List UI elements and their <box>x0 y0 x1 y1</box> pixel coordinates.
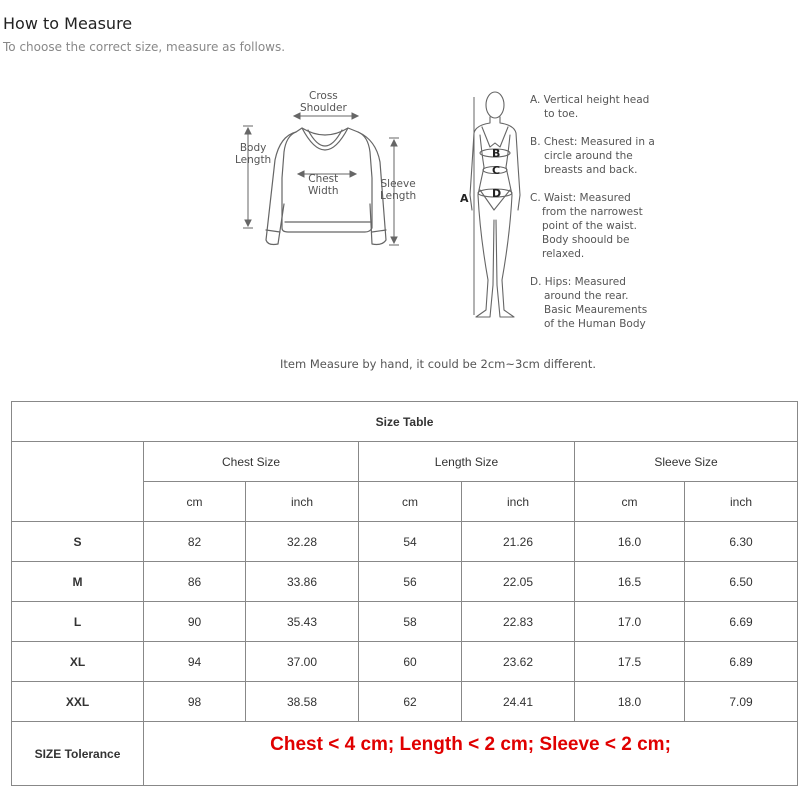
size-tolerance-label: SIZE Tolerance <box>12 722 144 786</box>
note-b: B. Chest: Measured in a circle around the breasts and back. <box>530 136 655 176</box>
table-cell: 94 <box>144 642 246 682</box>
size-label: XXL <box>12 682 144 722</box>
table-cell: 56 <box>359 562 462 602</box>
table-cell: 17.0 <box>575 602 685 642</box>
size-label: XL <box>12 642 144 682</box>
table-cell: 90 <box>144 602 246 642</box>
size-label: L <box>12 602 144 642</box>
table-row <box>12 602 798 642</box>
table-cell: 22.05 <box>462 562 575 602</box>
table-cell: 16.0 <box>575 522 685 562</box>
table-cell: 32.28 <box>246 522 359 562</box>
letter-d: D <box>492 187 502 200</box>
unit-header: cm <box>144 482 246 522</box>
table-cell: 16.5 <box>575 562 685 602</box>
table-cell: 60 <box>359 642 462 682</box>
table-cell: 62 <box>359 682 462 722</box>
table-cell: 17.5 <box>575 642 685 682</box>
unit-header: inch <box>246 482 359 522</box>
corner-cell <box>12 442 144 522</box>
size-label: M <box>12 562 144 602</box>
table-cell: 6.89 <box>685 642 798 682</box>
letter-a: A <box>460 192 469 205</box>
table-cell: 6.50 <box>685 562 798 602</box>
table-row <box>12 562 798 602</box>
note-c: C. Waist: Measured from the narrowest point of the waist. Body shoould be relaxed. <box>530 192 643 260</box>
note-a: A. Vertical height head to toe. <box>530 94 650 120</box>
letter-c: C <box>492 164 501 177</box>
unit-header: cm <box>359 482 462 522</box>
table-row <box>12 522 798 562</box>
table-cell: 54 <box>359 522 462 562</box>
letter-b: B <box>492 147 501 160</box>
chest-size-header: Chest Size <box>144 442 359 482</box>
table-cell: 21.26 <box>462 522 575 562</box>
table-cell: 6.30 <box>685 522 798 562</box>
table-cell: 24.41 <box>462 682 575 722</box>
page-subtitle: To choose the correct size, measure as follows. <box>3 40 286 54</box>
table-cell: 6.69 <box>685 602 798 642</box>
table-cell: 37.00 <box>246 642 359 682</box>
unit-header: inch <box>685 482 798 522</box>
size-label: S <box>12 522 144 562</box>
table-cell: 23.62 <box>462 642 575 682</box>
unit-header: inch <box>462 482 575 522</box>
table-cell: 38.58 <box>246 682 359 722</box>
table-cell: 33.86 <box>246 562 359 602</box>
tolerance-row <box>12 722 798 786</box>
sleeve-length-label: Sleeve Length <box>380 178 417 202</box>
size-tolerance-value: Chest < 4 cm; Length < 2 cm; Sleeve < 2 cm; <box>144 722 798 786</box>
table-row <box>12 682 798 722</box>
table-cell: 22.83 <box>462 602 575 642</box>
table-cell: 58 <box>359 602 462 642</box>
body-length-label: Body Length <box>235 142 272 166</box>
sleeve-size-header: Sleeve Size <box>575 442 798 482</box>
note-d: D. Hips: Measured around the rear. Basic Meaurements of the Human Body <box>530 276 648 330</box>
chest-width-label: Chest Width <box>308 173 339 197</box>
length-size-header: Length Size <box>359 442 575 482</box>
table-cell: 82 <box>144 522 246 562</box>
cross-shoulder-label: Cross Shoulder <box>300 90 347 114</box>
size-table-title: Size Table <box>12 402 798 442</box>
human-body-diagram-icon <box>460 85 530 325</box>
page-title: How to Measure <box>3 14 133 33</box>
table-cell: 35.43 <box>246 602 359 642</box>
table-cell: 86 <box>144 562 246 602</box>
table-row <box>12 642 798 682</box>
unit-header: cm <box>575 482 685 522</box>
table-cell: 98 <box>144 682 246 722</box>
table-cell: 7.09 <box>685 682 798 722</box>
measure-by-hand-note: Item Measure by hand, it could be 2cm~3cm different. <box>279 357 597 371</box>
size-table <box>11 401 798 786</box>
table-cell: 18.0 <box>575 682 685 722</box>
